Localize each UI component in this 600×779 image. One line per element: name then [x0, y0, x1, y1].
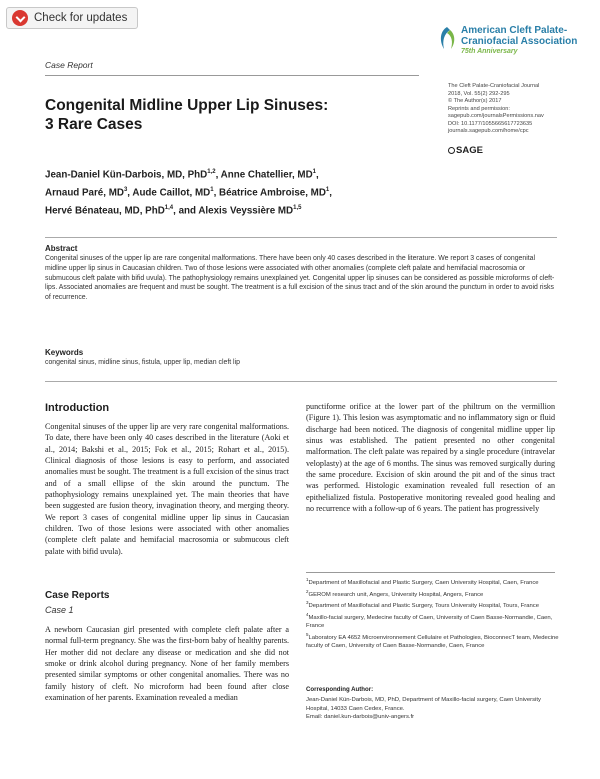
article-title	[45, 96, 405, 134]
author-affiliation: 1	[312, 169, 316, 175]
check-for-updates-button[interactable]	[6, 7, 138, 29]
publisher-name: SAGE	[456, 145, 483, 156]
abstract-heading: Abstract	[45, 244, 78, 253]
publisher-logo	[448, 145, 483, 156]
author-name: Anne Chatellier, MD	[220, 169, 313, 181]
corresponding-author-address: Jean-Daniel Kün-Darbois, MD, PhD, Department of Maxillo-facial surgery, Caen University Hospital, 14033 Caen Cedex, France.	[306, 697, 541, 712]
abstract-text: Congenital sinuses of the upper lip are rare congenital malformations. There have been only 40 cases described in the literature. We report 3 cases of congenital midline upper lip sinus in Caucasian children. Two of those lesions were associated with other anomalies (complete cleft palate and hemifacial macrosomia or submucous cleft palate with bifid uvula). The pathophysiology remains unexplained yet. Congenital upper lip sinuses can be considered as possible microforms of cleft-lips. Associated anomalies are frequent and must be sought. The treatment is a full excision of the sinus tract and of the skin around the punctum in order to avoid risks of recurrence.	[45, 255, 555, 302]
affiliation-item: $^2$GEROM research unit, Angers, University Hospital, Angers, France	[306, 588, 484, 598]
doi-line[interactable]: DOI: 10.1177/1055665617723635	[448, 120, 533, 127]
author-name: Alexis Veyssière MD	[198, 204, 294, 216]
keywords-divider	[45, 381, 557, 382]
journal-logo-icon	[436, 25, 458, 51]
meta-line[interactable]: journals.sagepub.com/home/cpc	[448, 128, 529, 134]
right-column-text: punctiforme orifice at the lower part of the philtrum on the vermillion (Figure 1). This lesion was asymptomatic and no inflammatory sign or fluid discharge had been noticed. The diagnosis of congenital midline upper lip sinus was established. The patient presented no other congenital malformation. The cleft palate was repaired by a single procedure (intravelar veloplasty) at the age of 6 months. The sinus was removed surgically during the same procedure. Excision of skin around the pit and of the sinus tract was performed. Histologic examination revealed full resection of an epithelialized fistula. Postoperative monitoring revealed good healing and no recurrence with a follow-up of 6 years. The patient has progressively	[306, 402, 555, 514]
check-for-updates-label: Check for updates	[34, 12, 128, 24]
sage-circle-icon	[448, 147, 455, 154]
author-affiliation: 1,4	[164, 204, 174, 211]
meta-line: The Cleft Palate-Craniofacial Journal	[448, 83, 540, 89]
logo-line-1: American Cleft Palate-	[461, 25, 568, 36]
author-affiliation: 3	[123, 186, 128, 193]
abstract-divider	[45, 237, 557, 238]
keywords-text: congenital sinus, midline sinus, fistula, upper lip, median cleft lip	[45, 359, 240, 366]
author-affiliation: 1,5	[293, 204, 302, 211]
meta-line[interactable]: sagepub.com/journalsPermissions.nav	[448, 113, 544, 119]
affiliation-item: $^5$Laboratory EA 4652 Microenvironnement Cellulaire et Pathologies, BioconnecT team, Medecine faculty of Caen, University of Caen Basse-Normandie, Caen, France	[306, 631, 559, 650]
introduction-heading: Introduction	[45, 402, 110, 414]
author-name: Béatrice Ambroise, MD	[219, 187, 326, 199]
keywords-heading: Keywords	[45, 348, 84, 357]
journal-logo-text	[461, 26, 591, 47]
meta-line: Reprints and permission:	[448, 105, 510, 112]
author-name: Arnaud Paré, MD	[45, 187, 124, 199]
affiliations-divider	[306, 572, 555, 573]
affiliation-item: $^3$Department of Maxillofacial and Plastic Surgery, Tours University Hospital, Tours, France	[306, 600, 539, 610]
author-list	[45, 165, 445, 218]
affiliation-item: $^4$Maxillo-facial surgery, Medecine faculty of Caen, University of Caen Basse-Normandie, Caen, France	[306, 611, 553, 630]
meta-line: 2018, Vol. 55(2) 292-295	[448, 90, 510, 97]
article-type: Case Report	[45, 60, 93, 70]
corresponding-author-email[interactable]: Email: daniel.kun-darbois@univ-angers.fr	[306, 714, 415, 721]
author-line: Arnaud Paré, $MD^3$, Aude Caillot, $MD^1$, Béatrice Ambroise, $MD^1$,	[45, 186, 332, 199]
case-1-text: A newborn Caucasian girl presented with complete cleft palate after a normal full-term pregnancy. She was the first-born baby of healthy parents. Her mother did not declare any disease or medication and she did not smoke or drink alcohol during pregnancy. None of her family members presented similar symptoms or other congenital anomalies. There was no family history of cleft. No microform had been found after close examination of her parents. Examination revealed a median	[45, 625, 290, 703]
author-line: Hervé Bénateau, MD, PhD$^{1,4}$, and Alexis Veyssière MD$^{1,5}$	[45, 204, 302, 216]
author-name: Hervé Bénateau, MD, PhD	[45, 204, 165, 216]
author-name: Aude Caillot, MD	[132, 187, 211, 199]
corresponding-author-heading: Corresponding Author:	[306, 686, 374, 693]
title-line-2: 3 Rare Cases	[45, 116, 143, 133]
author-name: Jean-Daniel Kün-Darbois, MD, PhD	[45, 169, 208, 181]
logo-anniversary: 75th Anniversary	[461, 48, 518, 55]
author-affiliation: 1	[325, 186, 330, 193]
case-reports-heading: Case Reports	[45, 590, 110, 601]
journal-metadata	[448, 83, 593, 136]
logo-line-2: Craniofacial Association	[461, 35, 578, 47]
author-line: Jean-Daniel Kün-Darbois, MD, PhD$^{1,2}$, Anne Chatellier, $MD^1$,	[45, 169, 319, 181]
author-affiliation: 1,2	[207, 169, 216, 175]
title-line-1: Congenital Midline Upper Lip Sinuses:	[45, 97, 329, 114]
header-divider	[45, 75, 419, 76]
case-1-subheading: Case 1	[45, 605, 74, 615]
corresponding-author-details	[306, 696, 564, 722]
introduction-text: Congenital sinuses of the upper lip are very rare congenital malformations. To date, there have been only 40 cases described in the literature (Aoki et al., 2014; Bakshi et al., 2015; Fok et al., 2015; Rohart et al., 2015). Clinical diagnosis of those lesions is easy to perform, and associated anomalies must be sought. The treatment is a full excision of the sinus tract and of a small ellipse of the skin around the punctum. The pathophysiology remains unexplained yet. The main theories that have been suggested are fusion theory, invagination theory, and merging theory. We report 3 cases of congenital midline upper lip sinus in Caucasian children. Two of those lesions were associated with other anomalies (complete cleft palate and hemifacial macrosomia or submucous cleft palate with bifid uvula).	[45, 422, 289, 556]
meta-line: © The Author(s) 2017	[448, 98, 502, 104]
affiliations	[306, 576, 564, 651]
refresh-check-icon	[12, 10, 28, 26]
affiliation-item: $^1$Department of Maxillofacial and Plastic Surgery, Caen University Hospital, Caen, France	[306, 577, 539, 586]
author-affiliation: 1	[210, 186, 214, 193]
